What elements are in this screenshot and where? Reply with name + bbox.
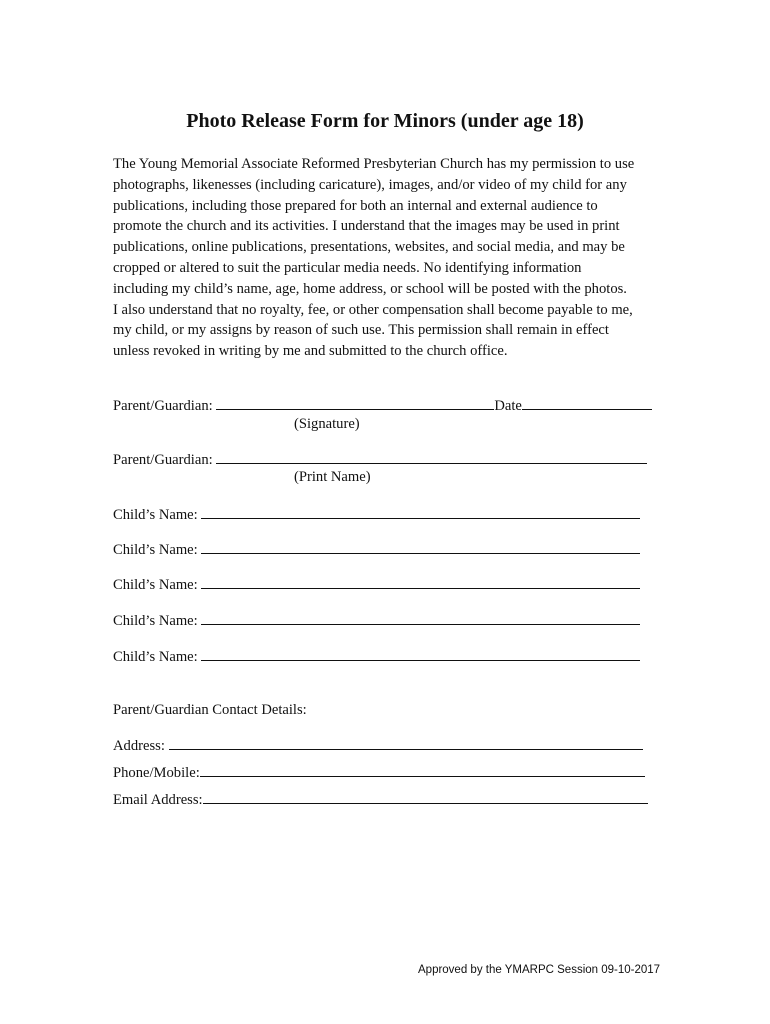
child-name-field[interactable] — [201, 611, 640, 625]
phone-row — [113, 763, 645, 782]
paragraph-line: promote the church and its activities. I understand that the images may be used in print — [113, 218, 620, 235]
paragraph-line: I also understand that no royalty, fee, or other compensation shall become payable to me, — [113, 301, 633, 318]
phone-label: Phone/Mobile: — [113, 765, 200, 781]
date-field[interactable] — [522, 396, 652, 410]
signature-caption: (Signature) — [294, 416, 360, 432]
child-name-label: Child’s Name: — [113, 507, 198, 523]
email-row — [113, 790, 648, 809]
child-name-label: Child’s Name: — [113, 649, 198, 665]
signature-field[interactable] — [216, 396, 494, 410]
paragraph-line: cropped or altered to suit the particular media needs. No identifying information — [113, 259, 582, 276]
parent-guardian-label: Parent/Guardian: — [113, 398, 213, 414]
signature-row — [113, 396, 652, 415]
child-name-field[interactable] — [201, 505, 640, 519]
paragraph-line: publications, including those prepared for both an internal and external audience to — [113, 197, 598, 214]
permission-paragraph — [113, 154, 673, 362]
child-name-label: Child’s Name: — [113, 542, 198, 558]
address-row — [113, 736, 643, 755]
date-label: Date — [494, 398, 522, 414]
child-name-label: Child’s Name: — [113, 577, 198, 593]
paragraph-line: unless revoked in writing by me and submitted to the church office. — [113, 343, 508, 360]
address-label: Address: — [113, 738, 165, 754]
child-name-row — [113, 611, 640, 630]
child-name-row — [113, 540, 640, 559]
child-name-row — [113, 647, 640, 666]
child-name-field[interactable] — [201, 540, 640, 554]
paragraph-line: publications, online publications, presentations, websites, and social media, and may be — [113, 239, 625, 256]
parent-guardian-label: Parent/Guardian: — [113, 452, 213, 468]
contact-heading: Parent/Guardian Contact Details: — [113, 702, 307, 718]
email-field[interactable] — [203, 790, 648, 804]
approval-footer: Approved by the YMARPC Session 09-10-2017 — [418, 964, 661, 976]
phone-field[interactable] — [200, 763, 645, 777]
child-name-label: Child’s Name: — [113, 613, 198, 629]
child-name-row — [113, 575, 640, 594]
child-name-field[interactable] — [201, 647, 640, 661]
print-name-row — [113, 450, 647, 469]
child-name-field[interactable] — [201, 575, 640, 589]
paragraph-line: photographs, likenesses (including caricature), images, and/or video of my child for any — [113, 176, 627, 193]
paragraph-line: including my child’s name, age, home address, or school will be posted with the photos. — [113, 280, 627, 297]
form-title: Photo Release Form for Minors (under age 18) — [186, 110, 584, 132]
print-name-field[interactable] — [216, 450, 647, 464]
paragraph-line: my child, or my assigns by reason of such use. This permission shall remain in effect — [113, 322, 609, 339]
print-name-caption: (Print Name) — [294, 469, 371, 485]
email-label: Email Address: — [113, 792, 203, 808]
paragraph-line: The Young Memorial Associate Reformed Presbyterian Church has my permission to use — [113, 156, 635, 172]
child-name-row — [113, 505, 640, 524]
address-field[interactable] — [169, 736, 643, 750]
